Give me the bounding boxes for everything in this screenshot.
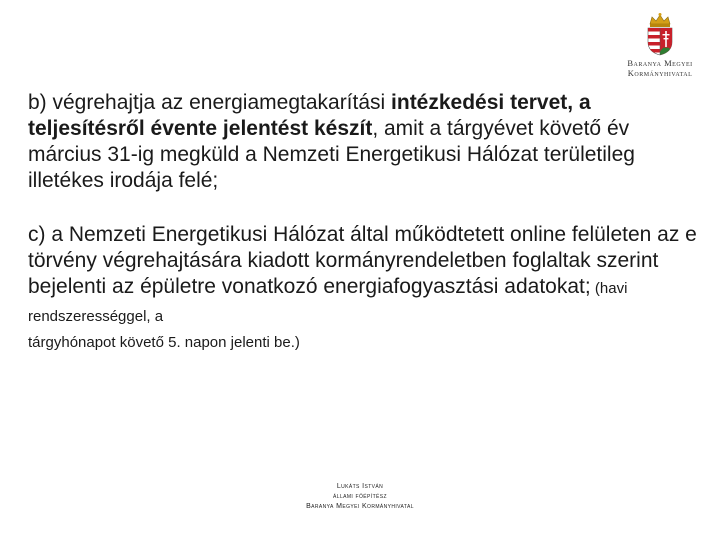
- paragraph-c: [28, 222, 700, 354]
- paragraph-c-note-1: (havi rendszerességgel, a: [28, 280, 628, 325]
- paragraph-b: [28, 90, 700, 194]
- paragraph-b-text-2: , amit a tárgyévet követő év március 31-ig megküld a Nemzeti Energetikusi Hálózat területileg illetékes irodája felé;: [28, 117, 635, 192]
- footer-name: Lukáts István: [336, 483, 384, 490]
- paragraph-b-text-1: b) végrehajtja az energiamegtakarítási: [28, 91, 392, 114]
- main-content: [28, 90, 700, 354]
- paragraph-b-bold: intézkedési tervet, a teljesítésről évente jelentést készít: [28, 91, 591, 140]
- coat-of-arms-icon: [643, 12, 677, 56]
- footer-office: Baranya Megyei Kormányhivatal: [306, 503, 414, 510]
- paragraph-c-note-2: tárgyhónapot követő 5. napon jelenti be.): [28, 334, 300, 351]
- footer-signature: [0, 482, 720, 512]
- logo-block: [612, 12, 708, 78]
- logo-line-1: Baranya Megyei: [627, 58, 693, 68]
- logo-line-2: Kormányhivatal: [627, 68, 693, 78]
- paragraph-c-text-1: c) a Nemzeti Energetikusi Hálózat által működtetett online felületen az e törvény végrehajtására kiadott kormányrendeletben foglaltak szerint bejelenti az épületre vonatkozó energiafogyasztási adatokat;: [28, 223, 697, 298]
- footer-title: állami főépítész: [333, 493, 387, 500]
